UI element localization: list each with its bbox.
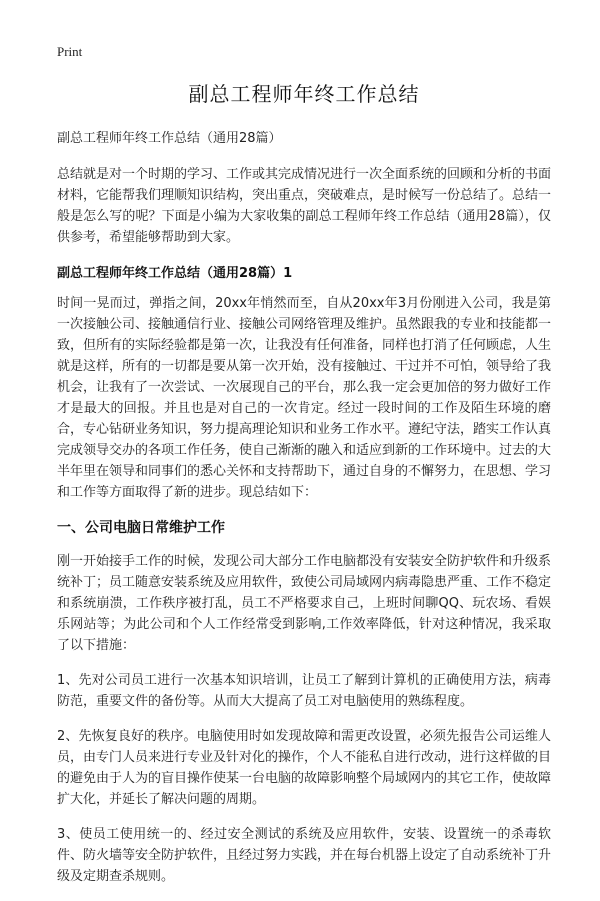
section-heading: 副总工程师年终工作总结（通用28篇）1 [57,266,293,281]
intro-paragraph: 总结就是对一个时期的学习、工作或其完成情况进行一次全面系统的回顾和分析的书面材料，它能帮我们理顺知识结构，突出重点，突破难点，是时候写一份总结了。总结一般是怎么写的呢？下面是小编为大家收集的副总工程师年终工作总结（通用28篇），仅供参考，希望能够帮助到大家。 [57,167,552,245]
measure-item-2: 2、先恢复良好的秩序。电脑使用时如发现故障和需更改设置，必须先报告公司运维人员，由专门人员来进行专业及针对化的操作，个人不能私自进行改动，进行这样做的目的避免由于人为的盲目操作使某一台电脑的故障影响整个局域网内的其它工作，使故障扩大化，并延长了解决问题的周期。 [57,729,552,807]
document-body [57,78,551,901]
page-title: 副总工程师年终工作总结 [188,82,420,106]
document-subtitle: 副总工程师年终工作总结（通用28篇） [57,131,282,146]
maintenance-paragraph: 刚一开始接手工作的时候，发现公司大部分工作电脑都没有安装安全防护软件和升级系统补丁；员工随意安装系统及应用软件，致使公司局域网内病毒隐患严重、工作不稳定和系统崩溃，工作秩序被打乱，员工不严格要求自己，上班时间聊QQ、玩农场、看娱乐网站等；为此公司和个人工作经常受到影响,工作效率降低，针对这种情况，我采取了以下措施： [57,554,552,653]
print-label: Print [57,44,83,59]
section-paragraph: 时间一晃而过，弹指之间，20xx年悄然而至，自从20xx年3月份刚进入公司，我是第一次接触公司、接触通信行业、接触公司网络管理及维护。虽然跟我的专业和技能都一致，但所有的实际经验都是第一次，让我没有任何准备，同样也打消了任何顾虑，人生就是这样，所有的一切都是要从第一次开始，没有接触过、干过并不可怕，领导给了我机会，让我有了一次尝试、一次展现自己的平台，那么我一定会更加倍的努力做好工作才是最大的回报。并且也是对自己的一次肯定。经过一段时间的工作及陌生环境的磨合，专心钻研业务知识，努力提高理论知识和业务工作水平。遵纪守法，踏实工作认真完成领导交办的各项工作任务，使自己渐渐的融入和适应到新的工作环境中。过去的大半年里在领导和同事们的悉心关怀和支持帮助下，通过自身的不懈努力，在思想、学习和工作等方面取得了新的进步。现总结如下： [57,296,552,500]
measure-item-3: 3、使员工使用统一的、经过安全测试的系统及应用软件，安装、设置统一的杀毒软件、防火墙等安全防护软件，且经过努力实践，并在每台机器上设定了自动系统补丁升级及定期查杀规则。 [57,827,552,884]
maintenance-heading: 一、公司电脑日常维护工作 [57,520,225,536]
measure-item-1: 1、先对公司员工进行一次基本知识培训，让员工了解到计算机的正确使用方法，病毒防范，重要文件的备份等。从而大大提高了员工对电脑使用的熟练程度。 [57,673,551,709]
